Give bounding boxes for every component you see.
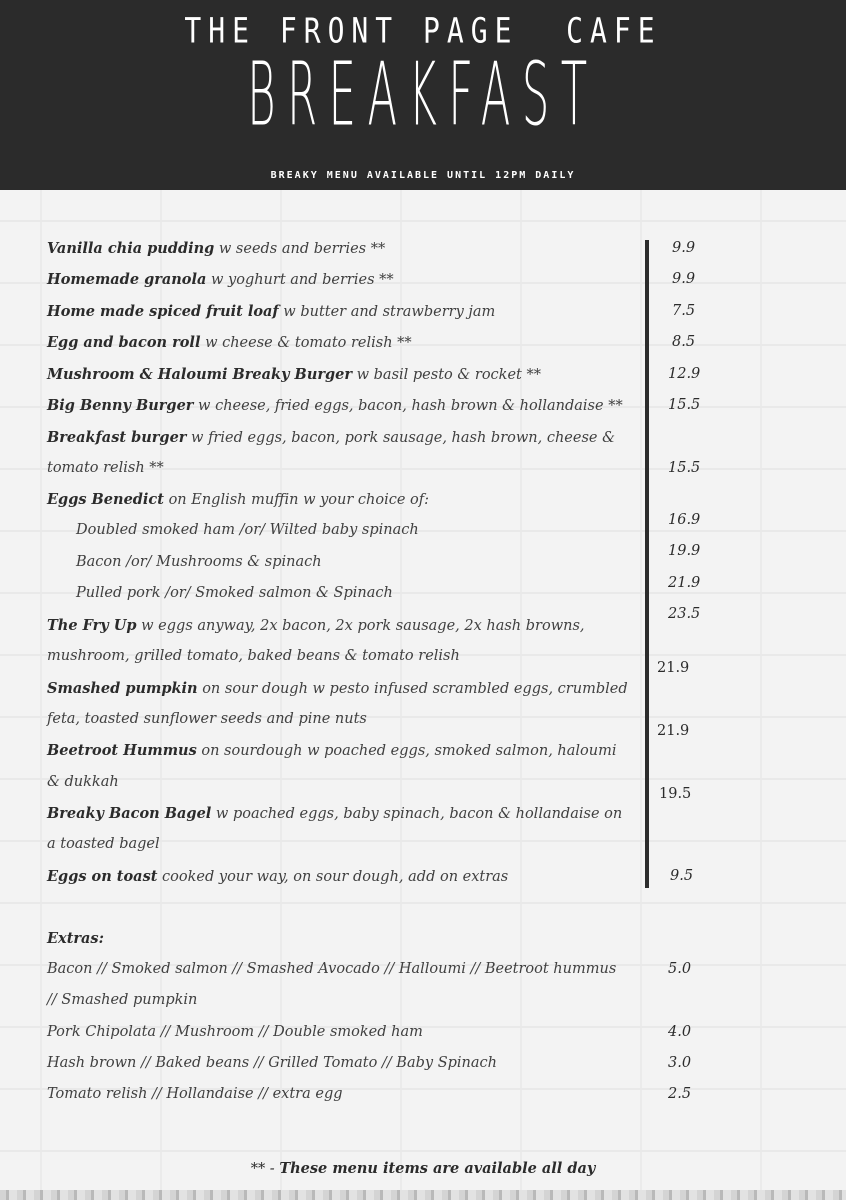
menu-title [118, 43, 727, 147]
footer-note-text: These menu items are available all day [279, 1160, 596, 1177]
menu-title-text: BREAKFAST [247, 44, 599, 147]
menu-item-desc: w yoghurt and berries ** [206, 272, 394, 288]
menu-item-name: Breaky Bacon Bagel [47, 805, 212, 822]
menu-item-desc-continued: & dukkah [47, 774, 119, 790]
menu-item-name: Breakfast burger [47, 429, 187, 446]
menu-item-price: 9.5 [670, 868, 694, 884]
menu-item-name: Egg and bacon roll [47, 334, 201, 351]
menu-item-name: Homemade granola [47, 271, 207, 288]
extras-row: Hash brown // Baked beans // Grilled Tomato // Baby Spinach [47, 1055, 497, 1071]
menu-item-fry-up [47, 617, 637, 634]
menu-item-desc: w cheese & tomato relish ** [200, 335, 412, 351]
menu-item-name: Eggs on toast [47, 868, 158, 885]
extras-price: 3.0 [668, 1055, 692, 1071]
benedict-option: Pulled pork /or/ Smoked salmon & Spinach [76, 585, 393, 601]
menu-item-desc: on sour dough w pesto infused scrambled eggs, crumbled [197, 681, 628, 697]
menu-item-fruit-loaf [47, 303, 637, 320]
menu-item-eggs-on-toast [47, 868, 637, 885]
cafe-name: THE FRONT PAGE CAFE [184, 9, 662, 52]
bottom-decorative-strip [0, 1190, 846, 1200]
menu-item-price: 7.5 [672, 303, 696, 319]
menu-item-desc-continued: tomato relish ** [47, 460, 164, 476]
menu-item-desc: w basil pesto & rocket ** [352, 367, 541, 383]
menu-item-desc-continued: mushroom, grilled tomato, baked beans & tomato relish [47, 648, 460, 664]
extras-row: Pork Chipolata // Mushroom // Double smoked ham [47, 1024, 423, 1040]
extras-row: Bacon // Smoked salmon // Smashed Avocado // Halloumi // Beetroot hummus [47, 961, 617, 977]
benedict-option: Doubled smoked ham /or/ Wilted baby spinach [76, 522, 419, 538]
menu-item-price: 9.9 [672, 271, 696, 287]
menu-item-desc: cooked your way, on sour dough, add on extras [157, 869, 509, 885]
menu-item-name: Home made spiced fruit loaf [47, 303, 279, 320]
menu-item-eggs-benedict [47, 491, 637, 508]
menu-item-price: 19.5 [659, 786, 692, 802]
menu-item-bacon-bagel [47, 805, 637, 822]
menu-item-egg-bacon-roll [47, 334, 637, 351]
menu-item-price: 21.9 [657, 723, 690, 739]
menu-item-name: Vanilla chia pudding [47, 240, 215, 257]
menu-item-beetroot-hummus [47, 742, 637, 759]
menu-item-price: 9.9 [672, 240, 696, 256]
menu-item-name: Big Benny Burger [47, 397, 194, 414]
menu-item-smashed-pumpkin [47, 680, 637, 697]
menu-header [0, 0, 846, 190]
menu-item-desc: on English muffin w your choice of: [163, 492, 430, 508]
menu-item-name: Smashed pumpkin [47, 680, 198, 697]
benedict-option-price: 21.9 [668, 575, 701, 591]
menu-item-haloumi-burger [47, 366, 637, 383]
menu-item-name: The Fry Up [47, 617, 137, 634]
menu-item-breakfast-burger [47, 429, 637, 446]
extras-heading-text: Extras: [47, 930, 104, 947]
menu-item-desc: w butter and strawberry jam [278, 304, 496, 320]
menu-item-homemade-granola [47, 271, 637, 288]
menu-item-name: Eggs Benedict [47, 491, 164, 508]
footer-note-marker: ** - [250, 1161, 280, 1177]
menu-item-price: 21.9 [657, 660, 690, 676]
benedict-option-price: 16.9 [668, 512, 701, 528]
menu-item-price: 12.9 [668, 366, 701, 382]
menu-item-desc-continued: a toasted bagel [47, 836, 160, 852]
menu-item-desc: w seeds and berries ** [214, 241, 386, 257]
menu-item-desc: w cheese, fried eggs, bacon, hash brown & hollandaise ** [193, 398, 623, 414]
menu-item-desc-continued: feta, toasted sunflower seeds and pine nuts [47, 711, 367, 727]
benedict-option-price: 23.5 [668, 606, 701, 622]
menu-subtitle: BREAKY MENU AVAILABLE UNTIL 12PM DAILY [270, 170, 576, 181]
footer-note [0, 1160, 846, 1177]
extras-price: 2.5 [668, 1086, 692, 1102]
extras-row: Tomato relish // Hollandaise // extra egg [47, 1086, 343, 1102]
extras-row-continued: // Smashed pumpkin [47, 992, 198, 1008]
menu-item-price: 15.5 [668, 397, 701, 413]
menu-item-name: Mushroom & Haloumi Breaky Burger [47, 366, 353, 383]
benedict-option: Bacon /or/ Mushrooms & spinach [76, 554, 322, 570]
menu-item-vanilla-chia-pudding [47, 240, 637, 257]
menu-item-big-benny-burger [47, 397, 637, 414]
menu-item-desc: w eggs anyway, 2x bacon, 2x pork sausage, 2x hash browns, [136, 618, 585, 634]
extras-price: 4.0 [668, 1024, 692, 1040]
extras-price: 5.0 [668, 961, 692, 977]
menu-item-price: 8.5 [672, 334, 696, 350]
menu-item-desc: w poached eggs, baby spinach, bacon & hollandaise on [211, 806, 623, 822]
extras-heading [47, 930, 637, 947]
benedict-option-price: 19.9 [668, 543, 701, 559]
menu-item-desc: on sourdough w poached eggs, smoked salmon, haloumi [196, 743, 617, 759]
menu-item-price: 15.5 [668, 460, 701, 476]
menu-item-desc: w fried eggs, bacon, pork sausage, hash brown, cheese & [186, 430, 615, 446]
menu-item-name: Beetroot Hummus [47, 742, 197, 759]
